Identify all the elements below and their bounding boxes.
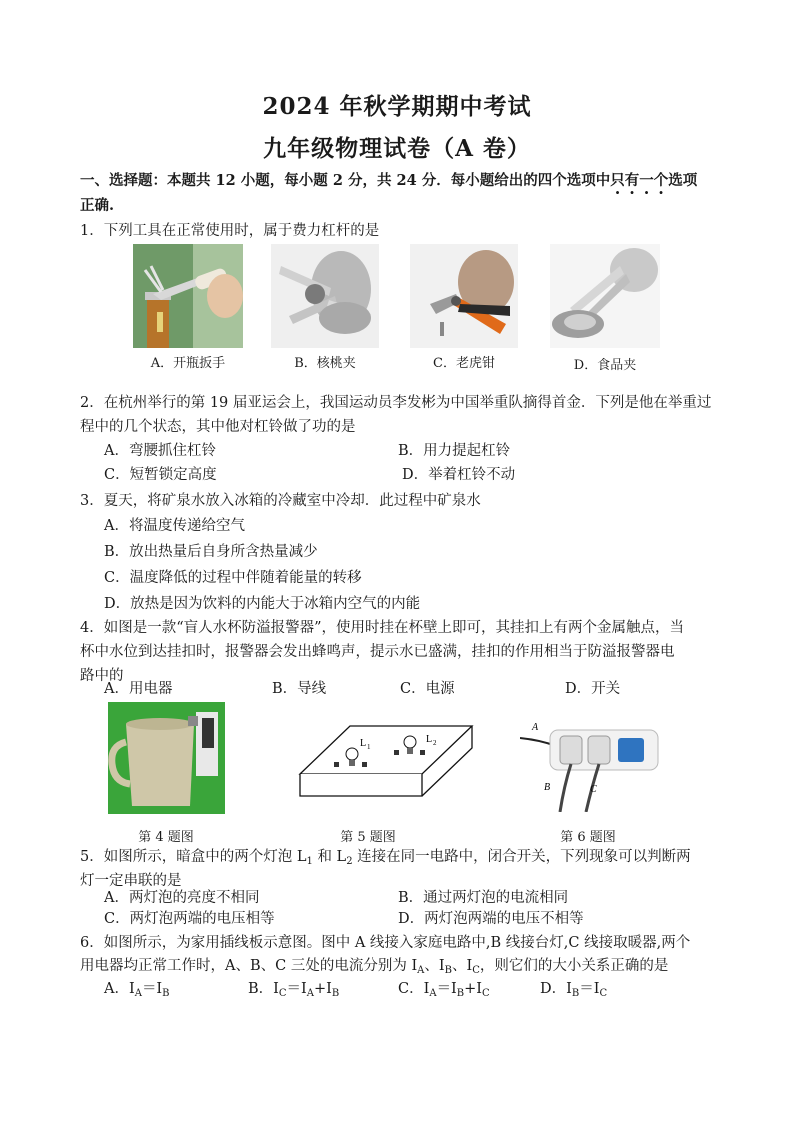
emphasis-char: 只 [610,172,625,189]
q1-caption-a: A．开瓶扳手 [150,356,226,371]
q2-option-a: A．弯腰抓住杠铃 [104,443,216,459]
emphasis-char: 一 [639,172,654,189]
q6-option-b: B．$I_C=I_A+I_B$ [248,981,340,999]
instructions-text: 一、选择题：本题共 12 小题，每小题 2 分，共 24 分．每小题给出的四个选项中 [80,172,611,189]
q1-caption-c: C．老虎钳 [433,356,495,371]
dark-box-diagram [298,718,474,798]
q4-option-a: A．用电器 [104,681,173,697]
bottle-opener-image [133,244,243,348]
fig6-label-c: C [590,784,597,795]
question-2-stem: 2．在杭州举行的第 19 届亚运会上，我国运动员李发彬为中国举重队摘得首金．下列是他在举重过 [80,395,712,411]
fig5-label-l2: L [426,734,433,745]
exam-title: 2024 年秋学期期中考试 [262,93,532,120]
q6-option-d: D．$I_B=I_C$ [540,981,608,999]
q5-option-d: D．两灯泡两端的电压不相等 [398,911,584,927]
fig5-label-l1: L [360,738,367,749]
q6-option-a: A．$I_A=I_B$ [104,981,170,999]
fig5-label-l2-sub: 2 [433,739,437,747]
q4-option-c: C．电源 [400,681,455,697]
power-strip-photo [520,716,660,812]
q2-option-b: B．用力提起杠铃 [398,443,511,459]
q1-caption-d: D．食品夹 [573,358,637,373]
q4-option-b: B．导线 [272,681,327,697]
q5-option-a: A．两灯泡的亮度不相同 [104,890,260,906]
pliers-image [410,244,518,348]
fig6-label-a: A [532,722,539,733]
question-5-stem-cont: 灯一定串联的是 [80,873,182,889]
q4-option-d: D．开关 [565,681,621,697]
question-6-stem-cont: 用电器均正常工作时，A、B、C 三处的电流分别为 $I_A$、$I_B$、$I_C$，则它们的大小关系正确的是 [80,958,669,976]
emphasis-char: 个 [653,172,669,189]
emphasis-char: 有 [624,172,640,189]
q3-option-a: A．将温度传递给空气 [104,518,245,534]
q3-option-b: B．放出热量后自身所含热量减少 [104,544,318,560]
q3-option-c: C．温度降低的过程中伴随着能量的转移 [104,570,362,586]
q5-option-c: C．两灯泡两端的电压相等 [104,911,275,927]
section-instructions-cont: 正确. [80,197,115,214]
q2-option-c: C．短暂锁定高度 [104,467,217,483]
fig5-label-l1-sub: 1 [367,743,371,751]
question-2-stem-cont: 程中的几个状态，其中他对杠铃做了功的是 [80,419,356,435]
figure-5-caption: 第 5 题图 [340,830,396,845]
cup-alarm-photo [108,702,225,814]
question-4-stem-cont: 杯中水位到达挂扣时，报警器会发出蜂鸣声，提示水已盛满，挂扣的作用相当于防溢报警器电 [80,644,675,660]
question-1-stem: 1．下列工具在正常使用时，属于费力杠杆的是 [80,223,380,239]
question-3-stem: 3．夏天，将矿泉水放入冰箱的冷藏室中冷却．此过程中矿泉水 [80,493,481,509]
question-5-stem: 5．如图所示，暗盒中的两个灯泡 $L_1$ 和 $L_2$ 连接在同一电路中，闭合开关，下列现象可以判断两 [80,849,691,867]
q6-option-c: C．$I_A=I_B+I_C$ [398,981,490,999]
q2-option-d: D．举着杠铃不动 [402,467,516,483]
figure-6-caption: 第 6 题图 [560,830,616,845]
question-4-stem-end: 路中的 [80,668,124,684]
question-4-stem: 4．如图是一款“盲人水杯防溢报警器”，使用时挂在杯壁上即可，其挂扣上有两个金属触点，当 [80,620,685,636]
section-instructions [80,170,720,192]
food-tongs-image [550,244,660,348]
q3-option-d: D．放热是因为饮料的内能大于冰箱内空气的内能 [104,596,421,612]
nutcracker-image [271,244,379,348]
paper-title: 九年级物理试卷（A 卷） [263,135,531,162]
question-6-stem: 6．如图所示，为家用插线板示意图。图中 A 线接入家庭电路中,B 线接台灯,C 线接取暖器,两个 [80,935,691,951]
instructions-text: 选项 [668,172,698,189]
q5-option-b: B．通过两灯泡的电流相同 [398,890,569,906]
figure-4-caption: 第 4 题图 [138,830,194,845]
fig6-label-b: B [544,782,551,793]
q1-caption-b: B．核桃夹 [294,356,356,371]
